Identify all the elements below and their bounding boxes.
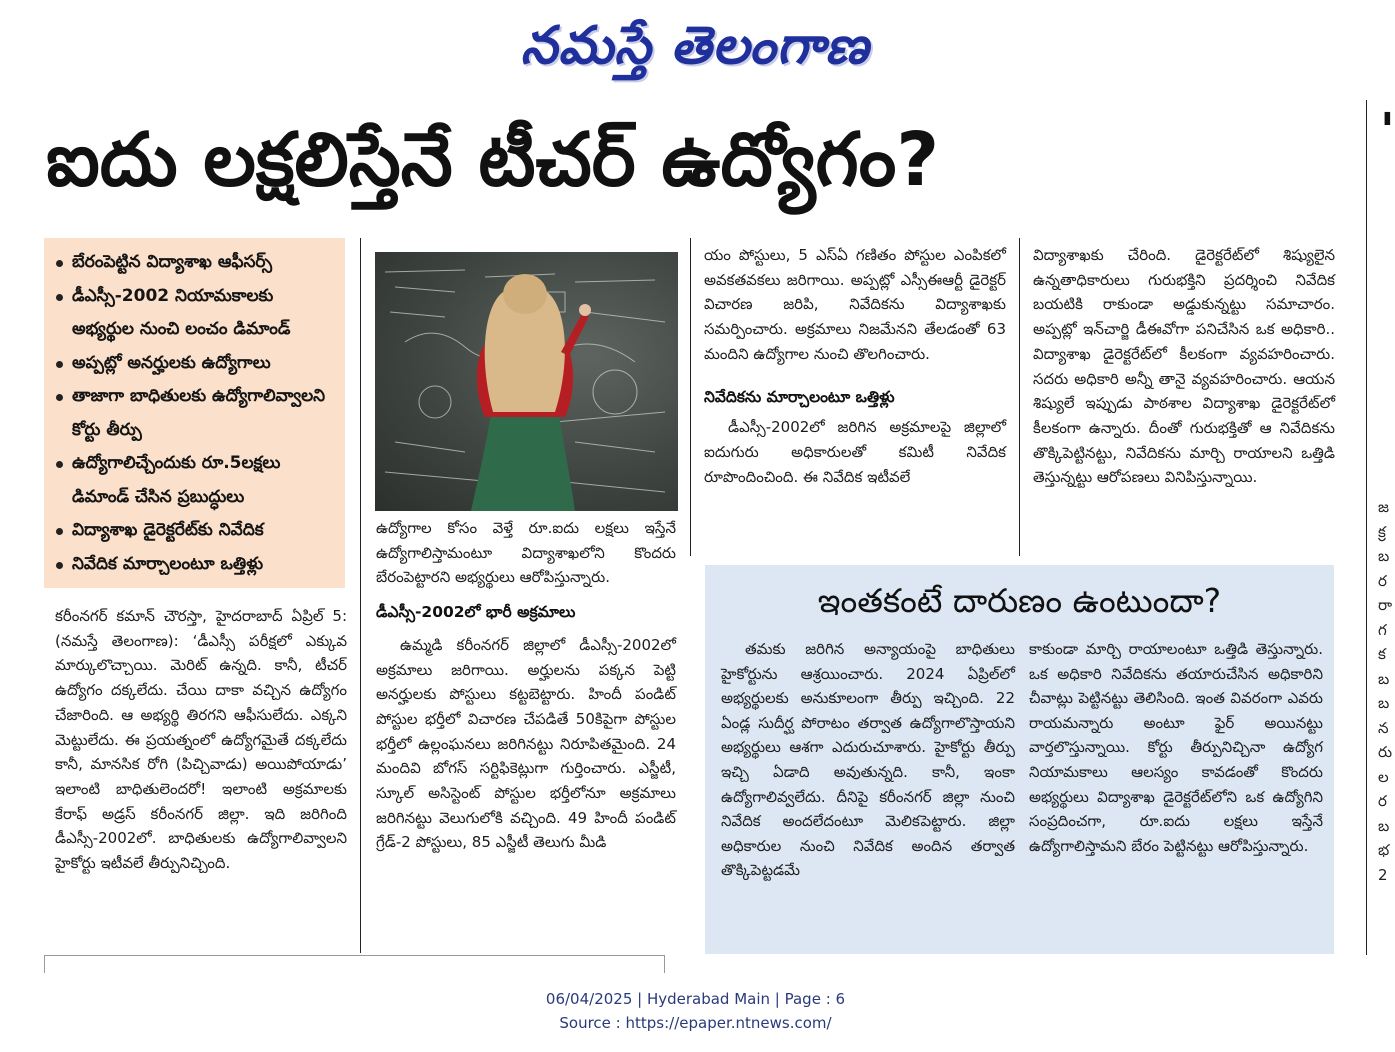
article-body: ఉమ్మడి కరీంనగర్ జిల్లాలో డీఎస్సీ-2002లో అక్రమాలు జరిగాయి. అర్హులను పక్కన పెట్టి అనర్హులకు పోస్టులు కట్టబెట్టారు. హిందీ పండిట్ పోస్టుల భర్తీలో విచారణ చేపడితే 50కిపైగా పోస్టుల భర్తీలో ఉల్లంఘనలు జరిగినట్టు నిరూపితమైంది. 24 మందివి బోగస్ సర్టిఫికెట్లుగా గుర్తించారు. ఎస్జీటీ, స్కూల్ అసిస్టెంట్ పోస్టుల భర్తీలోనూ అక్రమాలు జరిగినట్టు వెలుగులోకి వచ్చింది. 49 హిందీ పండిట్ గ్రేడ్-2 పోస్టులు, 85 ఎస్జీటీ తెలుగు మీడి — [376, 635, 676, 852]
bullet-icon — [56, 294, 63, 301]
highlight-item: అప్పట్లో అనర్హులకు ఉద్యోగాలు — [54, 347, 339, 381]
column-divider — [690, 238, 691, 556]
highlight-item: ఉద్యోగాలిచ్చేందుకు రూ.5లక్షలు డిమాండ్ చేసిన ప్రబుద్ధులు — [54, 447, 339, 514]
masthead-logo: నమస్తే తెలంగాణ — [520, 15, 870, 76]
article-body: విద్యాశాఖకు చేరింది. డైరెక్టరేట్‌లో శిష్యులైన ఉన్నతాధికారులు గురుభక్తిని ప్రదర్శించి నివేదిక బయటికి రాకుండా అడ్డుకున్నట్టు సమాచారం. అప్పట్లో ఇన్‌చార్జి డీఈవోగా పనిచేసిన ఒక అధికారి.. విద్యాశాఖ డైరెక్టరేట్‌లో కీలకంగా వ్యవహరించారు. సదరు అధికారి అన్నీ తానై వ్యవహరించారు. ఆయన శిష్యులే ఇప్పుడు పాఠశాల విద్యాశాఖ డైరెక్టరేట్‌లో కీలకంగా ఉన్నారు. దీంతో గురుభక్తితో ఆ నివేదికను తొక్కిపెట్టినట్టు, నివేదికను మార్చి రాయాలని ఒత్తిడి తెస్తున్నట్టు ఆరోపణలు వినిపిస్తున్నాయి. — [1033, 246, 1335, 487]
photo-caption: ఉద్యోగాల కోసం వెళ్తే రూ.ఐదు లక్షలు ఇస్తేనే ఉద్యోగాలిస్తామంటూ విద్యాశాఖలోని కొందరు బేరంపెట్టారని అభ్యర్థులు ఆరోపిస్తున్నారు. — [376, 519, 676, 587]
adjacent-headline-fragment: ' — [1380, 103, 1395, 159]
bullet-icon — [56, 260, 63, 267]
article-body: డీఎస్సీ-2002లో జరిగిన అక్రమాలపై జిల్లాలో ఐదుగురు అధికారులతో కమిటీ నివేదిక రూపొందించింది. ఈ నివేదిక ఇటీవలే — [704, 418, 1006, 486]
bullet-icon — [56, 562, 63, 569]
highlights-box — [44, 238, 345, 588]
bullet-icon — [56, 528, 63, 535]
article-column-4 — [1033, 243, 1335, 490]
highlight-item: డీఎస్సీ-2002 నియామకాలకు అభ్యర్థుల నుంచి లంచం డిమాండ్ — [54, 280, 339, 347]
section-subhead: డీఎస్సీ-2002లో భారీ అక్రమాలు — [376, 603, 576, 622]
headline: ఐదు లక్షలిస్తేనే టీచర్ ఉద్యోగం? — [46, 117, 940, 203]
column-divider — [360, 238, 361, 953]
highlight-item: బేరంపెట్టిన విద్యాశాఖ ఆఫీసర్స్ — [54, 246, 339, 280]
sidebar-story-box — [705, 565, 1334, 954]
column-divider — [1366, 100, 1367, 955]
dateline: కరీంనగర్ కమాన్ చౌరస్తా, హైదరాబాద్ ఏప్రిల్ 5: (నమస్తే తెలంగాణ): — [55, 607, 347, 650]
highlight-item: విద్యాశాఖ డైరెక్టరేట్‌కు నివేదిక — [54, 514, 339, 548]
bullet-icon — [56, 394, 63, 401]
article-body: కరీంనగర్ కమాన్ చౌరస్తా, హైదరాబాద్ ఏప్రిల్ 5: (నమస్తే తెలంగాణ): ‘డీఎస్సీ పరీక్షలో ఎక్కువ మార్కులొచ్చాయి. మెరిట్ ఉన్నది. కానీ, టీచర్ ఉద్యోగం దక్కలేదు. చేయి దాకా వచ్చిన ఉద్యోగం చేజారింది. ఆ అభ్యర్థి తిరగని ఆఫీసులేదు. ఎక్కని మెట్టులేదు. ఈ ప్రయత్నంలో ఉద్యోగమైతే దక్కలేదు కానీ, మానసిక రోగి (పిచ్చివాడు) అయిపోయాడు’ ఇలాంటి బాధితులెందరో! ఇలాంటి అక్రమాలకు కేరాఫ్ అడ్రస్ కరీంనగర్ జిల్లా. ఇది జరిగింది డీఎస్సీ-2002లో. బాధితులకు ఉద్యోగాలివ్వాలని హైకోర్టు ఇటీవలే తీర్పునిచ్చింది. — [55, 607, 347, 873]
article-body: యం పోస్టులు, 5 ఎస్ఏ గణితం పోస్టుల ఎంపికలో అవకతవకలు జరిగాయి. అప్పట్లో ఎస్సీఈఆర్టీ డైరెక్టర్ విచారణ జరిపి, నివేదికను విద్యాశాఖకు సమర్పించారు. అక్రమాలు నిజమేనని తేలడంతో 63 మందిని ఉద్యోగాల నుంచి తొలగించారు. — [704, 246, 1006, 363]
footer-date-line: 06/04/2025 | Hyderabad Main | Page : 6 — [545, 990, 846, 1008]
teacher-chalkboard-photo — [375, 252, 678, 511]
next-article-box-edge — [44, 955, 665, 973]
article-column-3 — [704, 243, 1006, 489]
highlight-item: తాజాగా బాధితులకు ఉద్యోగాలివ్వాలని కోర్టు తీర్పు — [54, 380, 339, 447]
adjacent-article-fragments: జ క్ర బ ర రా గ క బ బ న రు ల ర బ భ 2 — [1378, 498, 1393, 884]
footer-source-link[interactable]: Source : https://epaper.ntnews.com/ — [559, 1014, 832, 1032]
article-column-1 — [55, 604, 347, 876]
column-divider — [1019, 238, 1020, 556]
sidebar-story-left-column: తమకు జరిగిన అన్యాయంపై బాధితులు హైకోర్టును ఆశ్రయించారు. 2024 ఏప్రిల్‌లో అభ్యర్థులకు అనుకూలంగా తీర్పు ఇచ్చింది. 22 ఏండ్ల సుదీర్ఘ పోరాటం తర్వాత ఉద్యోగాలొస్తాయని అభ్యర్థులు ఆశగా ఎదురుచూశారు. హైకోర్టు తీర్పు ఇచ్చి ఏడాది అవుతున్నది. కానీ, ఇంకా ఉద్యోగాలివ్వలేదు. దీనిపై కరీంనగర్ జిల్లా నుంచి నివేదిక అందలేదంటూ మెలికపెట్టారు. జిల్లా అధికారుల నుంచి నివేదిక అందిన తర్వాత తొక్కిపెట్టడమే — [721, 640, 1015, 880]
section-subhead: నివేదికను మార్చాలంటూ ఒత్తిళ్లు — [704, 387, 895, 406]
bullet-icon — [56, 461, 63, 468]
sidebar-story-title: ఇంతకంటే దారుణం ఉంటుందా? — [817, 581, 1222, 620]
highlight-item: నివేదిక మార్చాలంటూ ఒత్తిళ్లు — [54, 548, 339, 582]
article-column-2 — [376, 516, 676, 855]
sidebar-story-right-column: కాకుండా మార్చి రాయాలంటూ ఒత్తిడి తెస్తున్నారు. ఒక అధికారి నివేదికను తయారుచేసిన అధికారిని చీవాట్లు పెట్టినట్టు తెలిసింది. ఇంత వివరంగా ఎవరు రాయమన్నారు అంటూ ఫైర్ అయినట్టు వార్తలొస్తున్నాయి. కోర్టు తీర్పునిచ్చినా ఉద్యోగ నియామకాలు ఆలస్యం కావడంతో కొందరు అభ్యర్థులు విద్యాశాఖ డైరెక్టరేట్‌లోని ఒక ఉద్యోగిని సంప్రదించగా, రూ.ఐదు లక్షలు ఇస్తేనే ఉద్యోగాలిస్తామని బేరం పెట్టినట్టు ఆరోపిస్తున్నారు. — [1029, 640, 1323, 855]
chalkboard-illustration — [375, 252, 678, 511]
bullet-icon — [56, 361, 63, 368]
